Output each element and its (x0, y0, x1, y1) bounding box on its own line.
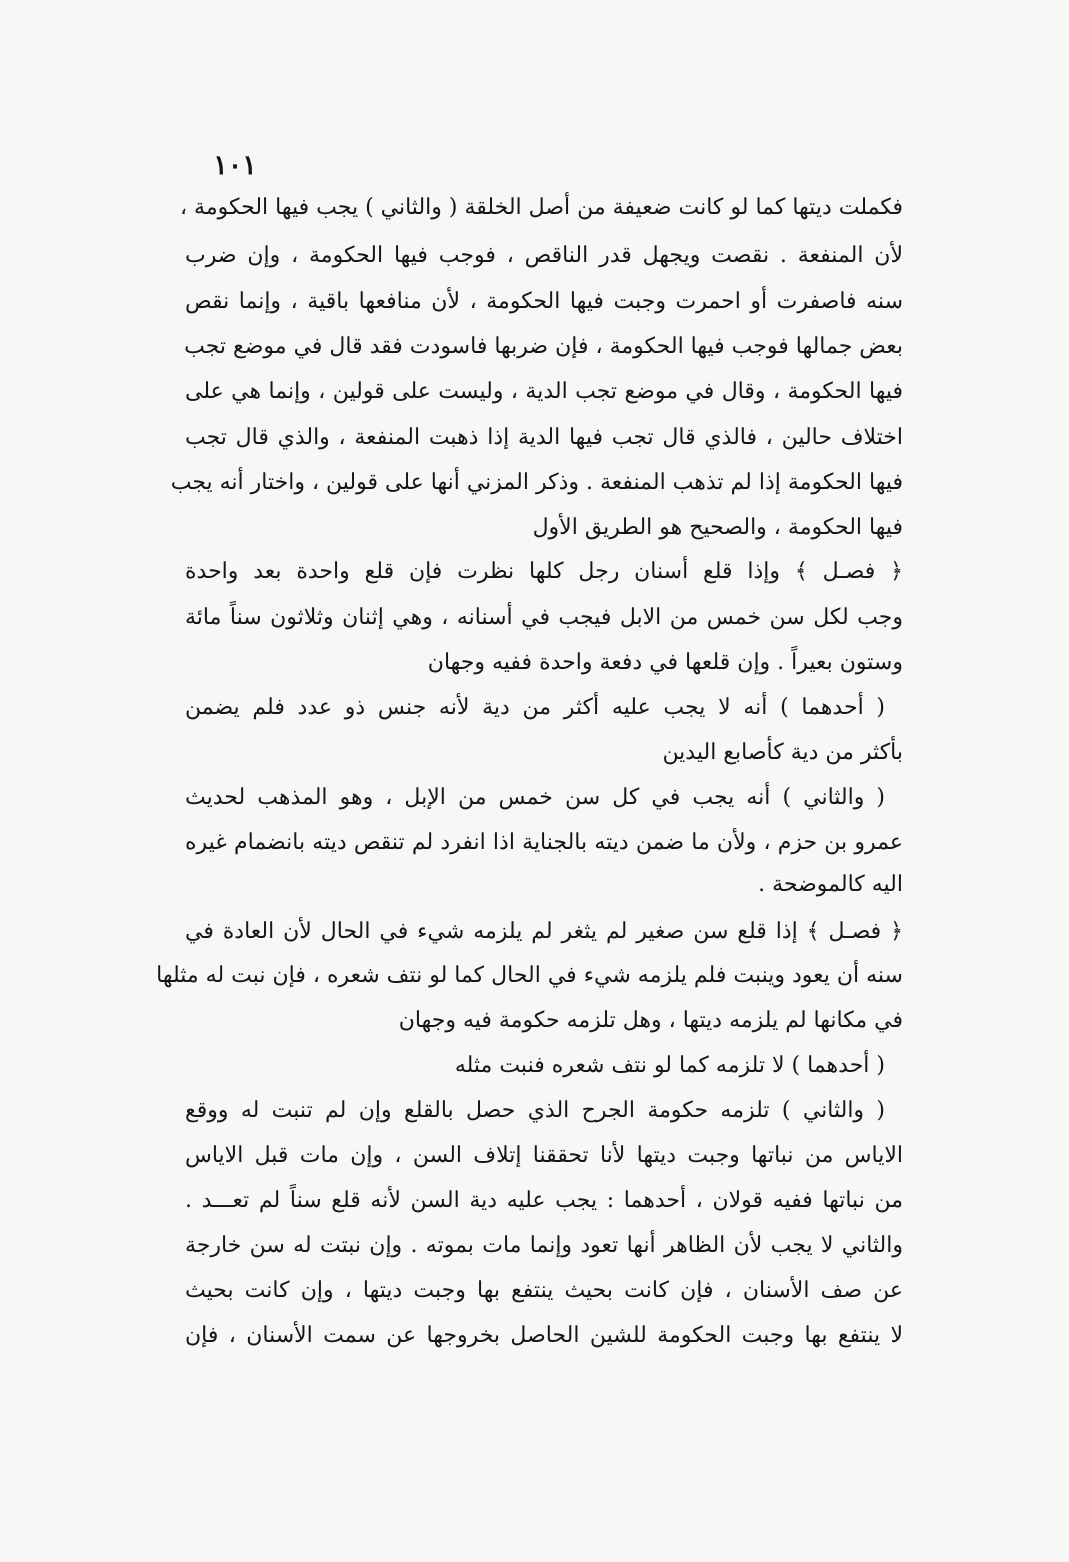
text-line: فيها الحكومة إذا لم تذهب المنفعة . وذكر المزني أنها على قولين ، واختار أنه يجب (170, 470, 903, 495)
text-line: اختلاف حالين ، فالذي قال تجب فيها الدية إذا ذهبت المنفعة ، والذي قال تجب (185, 425, 903, 450)
text-line: ( والثاني ) أنه يجب في كل سن خمس من الإبل ، وهو المذهب لحديث (185, 785, 885, 810)
text-line: عمرو بن حزم ، ولأن ما ضمن ديته بالجناية اذا انفرد لم تنقص ديته بانضمام غيره (185, 830, 903, 855)
text-line: ( أحدهما ) أنه لا يجب عليه أكثر من دية لأنه جنس ذو عدد فلم يضمن (185, 695, 885, 720)
text-line: فكملت ديتها كما لو كانت ضعيفة من أصل الخلقة ( والثاني ) يجب فيها الحكومة ، (179, 195, 903, 220)
text-line: لأن المنفعة . نقصت ويجهل قدر الناقص ، فوجب فيها الحكومة ، وإن ضرب (185, 243, 903, 268)
text-line: اليه كالموضحة . (758, 872, 903, 897)
text-line: ( والثاني ) تلزمه حكومة الجرح الذي حصل بالقلع وإن لم تنبت له ووقع (185, 1098, 885, 1123)
text-line: في مكانها لم يلزمه ديتها ، وهل تلزمه حكومة فيه وجهان (398, 1008, 903, 1033)
text-line: وجب لكل سن خمس من الابل فيجب في أسنانه ، وهي إثنان وثلاثون سناً مائة (185, 605, 903, 630)
section-heading-line: ﴿ فصـل ﴾ وإذا قلع أسنان رجل كلها نظرت فإن قلع واحدة بعد واحدة (185, 559, 903, 584)
text-line: ( أحدهما ) لا تلزمه كما لو نتف شعره فنبت مثله (454, 1053, 885, 1078)
text-line: عن صف الأسنان ، فإن كانت بحيث ينتفع بها وجبت ديتها ، وإن كانت بحيث (185, 1278, 903, 1303)
text-line: والثاني لا يجب لأن الظاهر أنها تعود وإنما مات بموته . وإن نبتت له سن خارجة (185, 1233, 903, 1258)
text-line: سنه أن يعود وينبت فلم يلزمه شيء في الحال كما لو نتف شعره ، فإن نبت له مثلها (156, 963, 903, 988)
text-line: بأكثر من دية كأصابع اليدين (662, 740, 903, 765)
page-number: ١٠١ (213, 150, 257, 181)
text-line: بعض جمالها فوجب فيها الحكومة ، فإن ضربها فاسودت فقد قال في موضع تجب (184, 334, 903, 359)
text-line: لا ينتفع بها وجبت الحكومة للشين الحاصل بخروجها عن سمت الأسنان ، فإن (185, 1323, 903, 1348)
text-line: فيها الحكومة ، وقال في موضع تجب الدية ، وليست على قولين ، وإنما هي على (185, 379, 903, 404)
text-line: وستون بعيراً . وإن قلعها في دفعة واحدة ففيه وجهان (427, 650, 903, 675)
text-line: سنه فاصفرت أو احمرت وجبت فيها الحكومة ، لأن منافعها باقية ، وإنما نقص (185, 289, 903, 314)
text-line: من نباتها ففيه قولان ، أحدهما : يجب عليه دية السن لأنه قلع سناً لم تعـــد . (185, 1188, 903, 1213)
text-line: فيها الحكومة ، والصحيح هو الطريق الأول (532, 515, 903, 540)
text-line: الاياس من نباتها وجبت ديتها لأنا تحققنا إتلاف السن ، وإن مات قبل الاياس (185, 1143, 903, 1168)
section-heading-line: ﴿ فصـل ﴾ إذا قلع سن صغير لم يثغر لم يلزمه شيء في الحال لأن العادة في (185, 919, 903, 944)
